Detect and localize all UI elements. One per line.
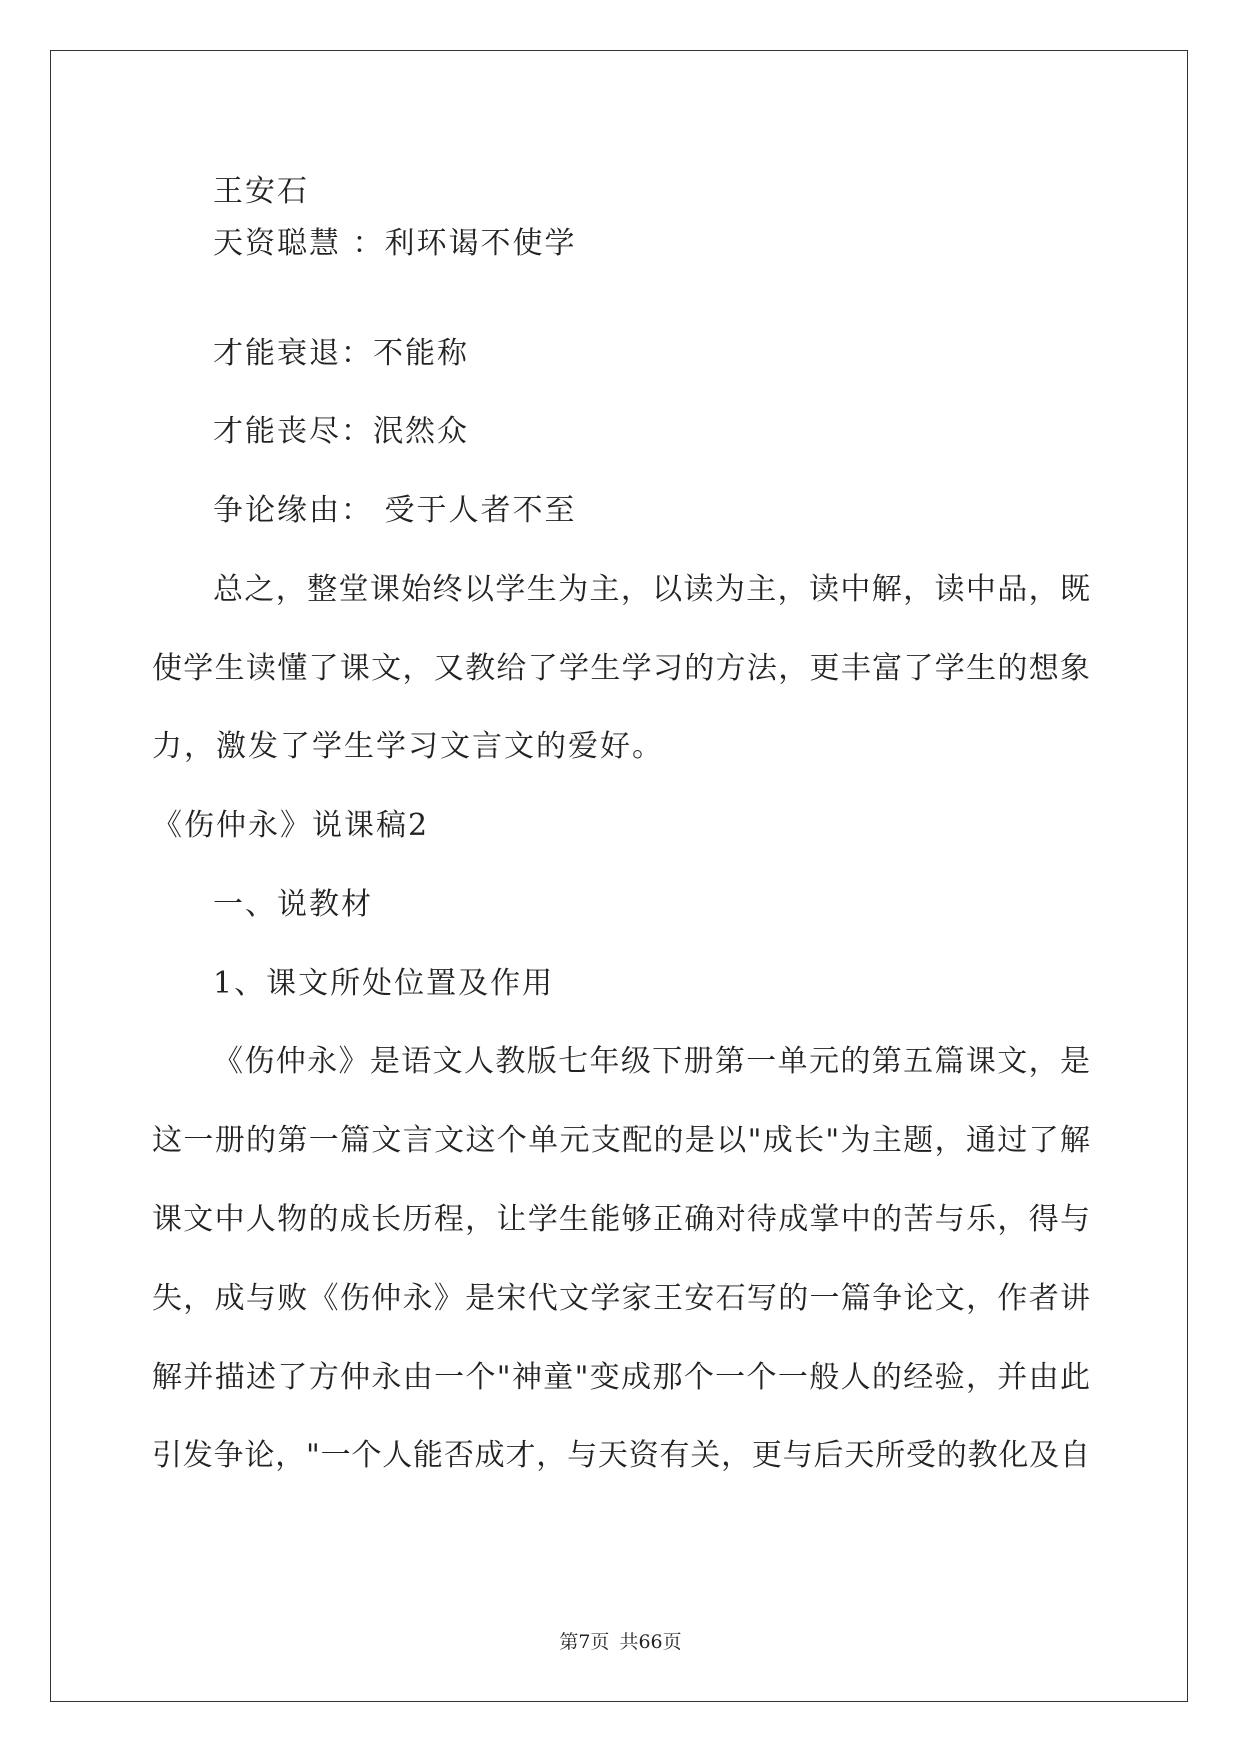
paragraph-body-line-1: 《伤仲永》是语文人教版七年级下册第一单元的第五篇课文，是 bbox=[213, 1044, 1090, 1079]
paragraph-body-line-5: 解并描述了方仲永由一个"神童"变成那个一个一般人的经验，并由此 bbox=[152, 1360, 1090, 1395]
paragraph-summary-line-1: 总之，整堂课始终以学生为主，以读为主，读中解，读中品，既 bbox=[213, 572, 1090, 607]
subheading-teaching-material: 一、说教材 bbox=[213, 887, 373, 922]
text-line-reason: 争论缘由： 受于人者不至 bbox=[213, 493, 577, 528]
subheading-position: 1、课文所处位置及作用 bbox=[213, 966, 555, 1001]
page-number: 第7页 bbox=[559, 1631, 610, 1653]
text-line-talent: 天资聪慧 ：利环谒不使学 bbox=[213, 226, 577, 261]
paragraph-summary-line-3: 力，激发了学生学习文言文的爱好。 bbox=[152, 729, 664, 764]
text-line-author: 王安石 bbox=[213, 174, 309, 209]
paragraph-body-line-3: 课文中人物的成长历程，让学生能够正确对待成掌中的苦与乐，得与 bbox=[152, 1202, 1090, 1237]
paragraph-body-line-2: 这一册的第一篇文言文这个单元支配的是以"成长"为主题，通过了解 bbox=[152, 1123, 1090, 1158]
section-heading: 《伤仲永》说课稿2 bbox=[152, 808, 430, 843]
paragraph-summary-line-2: 使学生读懂了课文，又教给了学生学习的方法，更丰富了学生的想象 bbox=[152, 651, 1090, 686]
page-total: 共66页 bbox=[619, 1631, 682, 1653]
paragraph-body-line-6: 引发争论，"一个人能否成才，与天资有关，更与后天所受的教化及自 bbox=[152, 1438, 1090, 1473]
text-line-decline: 才能衰退：不能称 bbox=[213, 336, 469, 371]
paragraph-body-line-4: 失，成与败《伤仲永》是宋代文学家王安石写的一篇争论文，作者讲 bbox=[152, 1281, 1090, 1316]
page-footer bbox=[0, 1630, 1241, 1654]
text-line-lost: 才能丧尽：泯然众 bbox=[213, 414, 469, 449]
